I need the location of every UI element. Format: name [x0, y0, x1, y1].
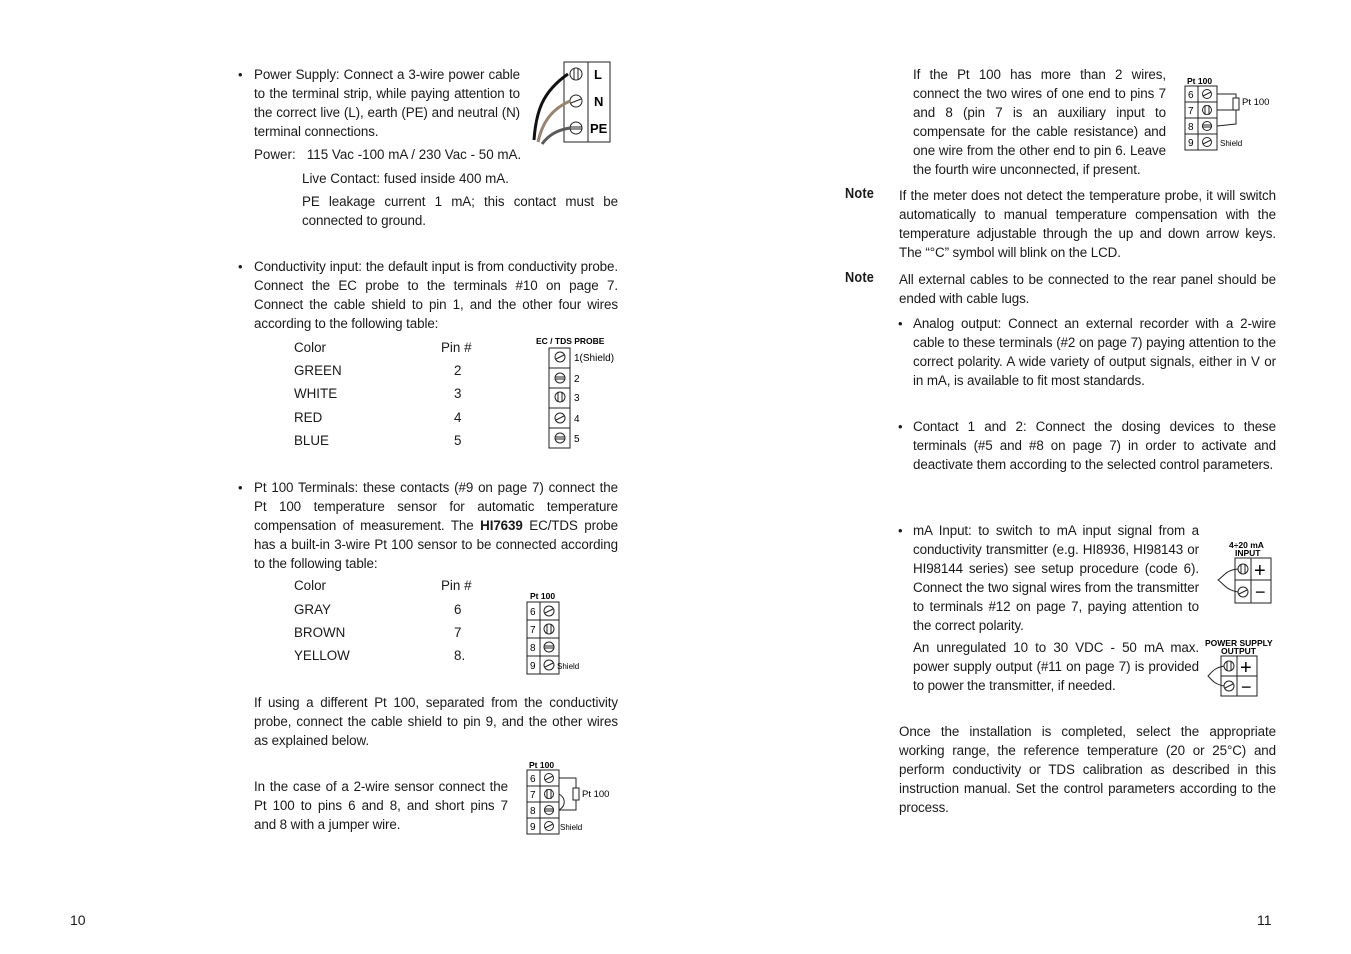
bullet-marker: •	[898, 523, 903, 538]
power-cable-wire	[538, 101, 570, 142]
plus-icon: +	[1254, 560, 1266, 582]
terminal-label: N	[594, 94, 604, 109]
screw-icon	[1203, 105, 1212, 115]
once-installed-paragraph: Once the installation is completed, select the appropriate working range, the reference temperature (20 or 25°C) and perform conductivity or TDS calibration as described in this instruction manual. Set the control parameters according to the process.	[899, 724, 1276, 815]
screw-icon	[544, 660, 554, 670]
diagram-title: Pt 100	[530, 591, 556, 601]
pin-label: 6	[1188, 90, 1194, 101]
table-cell-color: GREEN	[294, 363, 342, 378]
table-header-pin: Pin #	[441, 578, 472, 593]
table-header-color: Color	[294, 578, 326, 593]
note-temperature-paragraph: If the meter does not detect the temperature probe, it will switch automatically to manual temperature compensation with the temperature adjustable through the up and down arrow keys. The “°C” symbol will blink on the LCD.	[899, 188, 1276, 260]
pt100-resistor-icon	[573, 788, 579, 800]
screw-icon	[555, 373, 565, 383]
diagram-subtitle: INPUT	[1235, 548, 1261, 558]
bullet-marker: •	[238, 480, 243, 495]
unregulated-supply-paragraph: An unregulated 10 to 30 VDC - 50 mA max. power supply output (#11 on page 7) is provided to power the transmitter, if needed.	[913, 640, 1199, 693]
pt100-text-a: Pt 100 Terminals: these contacts (#9 on page 7) connect the Pt 100 temperature sensor for automatic temperature compensation of measurement. The	[254, 480, 618, 533]
screw-icon	[544, 624, 554, 634]
table-cell-pin: 7	[454, 625, 462, 640]
bullet-marker: •	[898, 316, 903, 331]
diagram-subtitle: OUTPUT	[1221, 646, 1256, 656]
two-wire-paragraph: In the case of a 2-wire sensor connect the Pt 100 to pins 6 and 8, and short pins 7 and 8 with a jumper wire.	[254, 779, 508, 832]
pt100-terminal-diagram	[526, 591, 586, 675]
bullet-marker: •	[238, 67, 243, 82]
conductivity-paragraph: Conductivity input: the default input is from conductivity probe. Connect the EC probe to the terminals #10 on page 7. Connect the cable shield to pin 1, and the other four wires according to the following table:	[254, 259, 618, 331]
pin-label: 7	[530, 790, 536, 801]
pin-label: 9	[530, 822, 536, 833]
note-label: Note	[845, 269, 875, 286]
table-cell-pin: 6	[454, 602, 462, 617]
pin-label: 3	[574, 393, 580, 404]
note-label: Note	[845, 185, 875, 202]
sensor-wire	[1217, 94, 1236, 98]
shield-label: Shield	[560, 823, 583, 832]
pin-label: 4	[574, 414, 580, 425]
power-terminal-diagram	[528, 62, 618, 144]
plus-icon: +	[1240, 657, 1252, 679]
screw-icon	[555, 392, 565, 402]
ec-tds-probe-diagram	[535, 334, 620, 450]
table-cell-color: WHITE	[294, 386, 338, 401]
pin-label: 8	[530, 643, 536, 654]
screw-icon	[1238, 587, 1248, 597]
pt100-paragraph	[254, 478, 618, 573]
diagram-title: Pt 100	[529, 760, 555, 770]
pin-label: 9	[530, 661, 536, 672]
pt100-resistor-icon	[1233, 98, 1239, 110]
pin-label: 8	[1188, 122, 1194, 133]
screw-icon	[1203, 90, 1212, 99]
diagram-title: EC / TDS PROBE	[536, 336, 605, 346]
screw-icon	[555, 413, 565, 423]
sensor-label: Pt 100	[582, 789, 610, 800]
table-header-pin: Pin #	[441, 340, 472, 355]
diagram-title: 4÷20 mA	[1229, 540, 1264, 550]
ma-input-diagram	[1218, 540, 1278, 606]
screw-icon	[545, 774, 554, 783]
pin-label: 7	[1188, 106, 1194, 117]
screw-icon	[1224, 681, 1234, 691]
pt100-three-wire-diagram	[1184, 76, 1279, 152]
screw-icon	[555, 352, 565, 362]
pin-label: 7	[530, 625, 536, 636]
table-cell-pin: 2	[454, 363, 462, 378]
screw-icon	[1224, 661, 1234, 671]
screw-icon	[545, 789, 554, 799]
screw-icon	[544, 642, 554, 652]
pin-label: 1(Shield)	[574, 353, 615, 364]
minus-icon: −	[1255, 582, 1266, 602]
terminal-label: PE	[590, 121, 608, 136]
sensor-label: Pt 100	[1242, 97, 1270, 108]
analog-output-paragraph: Analog output: Connect an external recorder with a 2-wire cable to these terminals (#2 on page 7) paying attention to the correct polarity. A wide variety of output signals, either in V or in mA, is available to fit most standards.	[913, 316, 1276, 388]
bullet-marker: •	[238, 259, 243, 274]
ma-input-paragraph: mA Input: to switch to mA input signal from a conductivity transmitter (e.g. HI8936, HI98143 or HI98144 series) see setup procedure (code 6). Connect the two signal wires from the transmitter to terminals #12 on page 7, paying attention to the correct polarity.	[913, 523, 1199, 633]
diagram-title: Pt 100	[1187, 76, 1213, 86]
probe-model: HI7639	[480, 518, 523, 533]
different-pt100-paragraph: If using a different Pt 100, separated from the conductivity probe, connect the cable shield to pin 9, and the other wires as explained below.	[254, 695, 618, 748]
table-cell-pin: 3	[454, 386, 462, 401]
screw-icon	[544, 806, 554, 815]
contact-paragraph: Contact 1 and 2: Connect the dosing devices to these terminals (#5 and #8 on page 7) in order to activate and deactivate them according to the selected control parameters.	[913, 419, 1276, 472]
pin-label: 8	[530, 806, 536, 817]
sensor-wire	[1217, 110, 1236, 126]
table-cell-color: RED	[294, 410, 323, 425]
terminal-label: L	[594, 67, 602, 82]
screw-icon	[1238, 564, 1248, 574]
jumper-wire	[559, 794, 564, 810]
screw-icon	[545, 822, 554, 831]
pin-label: 2	[574, 374, 580, 385]
table-cell-color: YELLOW	[294, 648, 350, 663]
screw-icon	[555, 433, 565, 443]
pin-label: 6	[530, 607, 536, 618]
note-cable-lugs-paragraph: All external cables to be connected to the rear panel should be ended with cable lugs.	[899, 272, 1276, 306]
pin-label: 6	[530, 774, 536, 785]
sensor-wire	[559, 778, 576, 788]
table-cell-pin: 5	[454, 433, 462, 448]
table-cell-color: GRAY	[294, 602, 331, 617]
power-supply-output-diagram	[1204, 638, 1279, 698]
page-number: 10	[70, 912, 86, 928]
table-cell-color: BROWN	[294, 625, 346, 640]
table-header-color: Color	[294, 340, 326, 355]
screw-icon	[1203, 138, 1212, 147]
power-supply-paragraph: Power Supply: Connect a 3-wire power cable to the terminal strip, while paying attention to the correct live (L), earth (PE) and neutral (N) terminal connections.	[254, 67, 520, 139]
minus-icon: −	[1241, 677, 1252, 697]
diagram-title: POWER SUPPLY	[1205, 638, 1273, 648]
table-cell-color: BLUE	[294, 433, 329, 448]
pin-label: 9	[1188, 138, 1194, 149]
power-rating: Power: 115 Vac -100 mA / 230 Vac - 50 mA.	[254, 147, 522, 162]
shield-label: Shield	[1220, 139, 1243, 148]
screw-icon	[570, 122, 582, 134]
page-number: 11	[1257, 912, 1272, 928]
table-cell-pin: 8.	[454, 648, 466, 663]
pt100-text-b: EC/TDS probe has a built-in 3-wire Pt 100 sensor to be connected according to the following table:	[254, 518, 618, 571]
shield-label: Shield	[557, 662, 580, 671]
pin-label: 5	[574, 434, 580, 445]
pt100-two-wire-diagram	[526, 760, 621, 836]
screw-icon	[570, 68, 582, 80]
bullet-marker: •	[898, 419, 903, 434]
table-cell-pin: 4	[454, 410, 462, 425]
screw-icon	[544, 606, 554, 616]
screw-icon	[1202, 122, 1212, 131]
live-contact-line: Live Contact: fused inside 400 mA.	[302, 171, 509, 186]
screw-icon	[570, 95, 582, 107]
more-wires-paragraph: If the Pt 100 has more than 2 wires, connect the two wires of one end to pins 7 and 8 (pin 7 is an auxiliary input to compensate for the cable resistance) and one wire from the other end to pin 6. Leave the fourth wire unconnected, if present.	[913, 67, 1166, 177]
pe-leakage-line: PE leakage current 1 mA; this contact must be connected to ground.	[302, 194, 618, 228]
